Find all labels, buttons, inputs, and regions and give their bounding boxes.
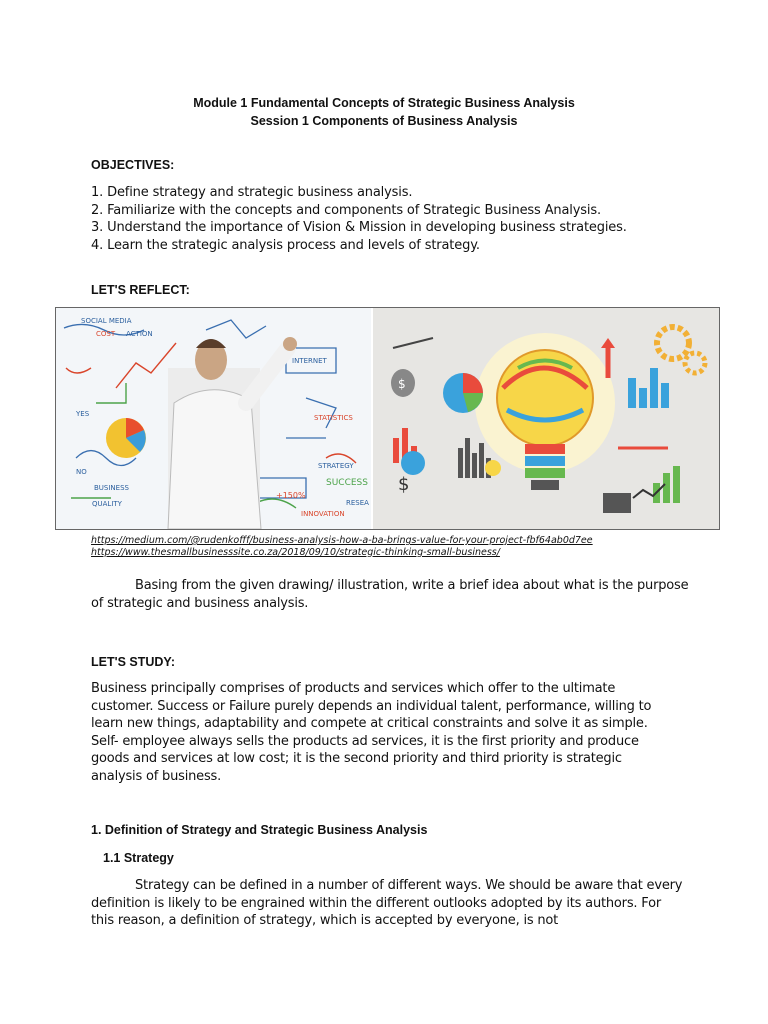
lightbulb-drawing [373, 308, 719, 529]
board-label: SOCIAL MEDIA [81, 317, 132, 325]
board-label: STATISTICS [314, 414, 353, 422]
subsection-heading: 1.1 Strategy [103, 851, 174, 865]
board-label: SUCCESS [326, 478, 368, 488]
svg-text:$: $ [398, 474, 410, 495]
objectives-list [91, 184, 627, 254]
board-label: INNOVATION [301, 510, 345, 518]
board-label: RESEA [346, 499, 369, 507]
board-label: COST [96, 330, 116, 338]
objective-item: 4. Learn the strategic analysis process and levels of strategy. [91, 237, 480, 253]
source-link[interactable]: https://www.thesmallbusinesssite.co.za/2018/09/10/strategic-thinking-small-business/ [91, 546, 500, 558]
session-title: Session 1 Components of Business Analysis [250, 114, 518, 128]
board-label: BUSINESS [94, 484, 129, 492]
board-label: YES [76, 410, 90, 418]
objective-item: 1. Define strategy and strategic business analysis. [91, 185, 413, 200]
svg-text:$: $ [398, 377, 406, 391]
section-heading: 1. Definition of Strategy and Strategic Business Analysis [91, 823, 428, 837]
board-label: QUALITY [92, 500, 122, 508]
reflect-illustrations [55, 307, 720, 530]
board-label: ACTION [126, 330, 153, 338]
study-heading: LET'S STUDY: [91, 655, 175, 669]
objectives-heading: OBJECTIVES: [91, 158, 175, 172]
objective-item: 3. Understand the importance of Vision & Mission in developing business strategies. [91, 220, 627, 235]
module-title: Module 1 Fundamental Concepts of Strategic Business Analysis [193, 96, 575, 110]
image-sources [91, 535, 593, 558]
whiteboard-drawing [56, 308, 371, 529]
source-link[interactable]: https://medium.com/@rudenkofff/business-analysis-how-a-ba-brings-value-for-your-project-fbf64ab0d7ee [91, 535, 593, 546]
reflect-heading: LET'S REFLECT: [91, 283, 190, 297]
reflect-prompt: Basing from the given drawing/ illustration, write a brief idea about what is the purpose of strategic and business analysis. [91, 578, 689, 611]
board-label: STRATEGY [318, 462, 354, 470]
strategy-paragraph: Strategy can be defined in a number of different ways. We should be aware that every definition is likely to be engrained within the different outlooks adopted by its authors. For this reason, a definition of strategy, which is accepted by everyone, is not [91, 878, 683, 928]
lightbulb-illustration [373, 308, 719, 529]
board-label: +150% [276, 491, 306, 500]
objective-item: 2. Familiarize with the concepts and components of Strategic Business Analysis. [91, 202, 601, 218]
board-label: NO [76, 468, 87, 476]
board-label: INTERNET [292, 357, 327, 365]
whiteboard-illustration [56, 308, 371, 529]
study-paragraph: Business principally comprises of products and services which offer to the ultimate customer. Success or Failure purely depends an individual talent, performance, willing to learn new things, adaptability and compete at critical constraints and solve it as simple. Self- employee always sells the products ad services, it is the first priority and produce goods and services at low cost; it is the second priority and third priority is strategic analysis of business. [91, 681, 652, 784]
